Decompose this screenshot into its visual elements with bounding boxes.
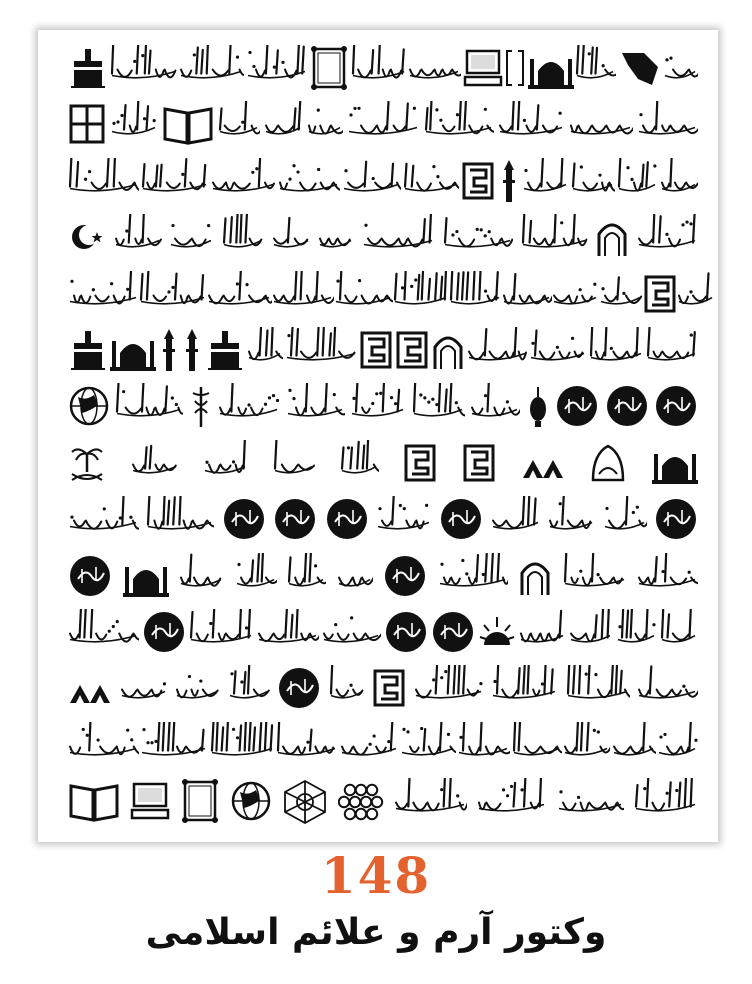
calligraphy-icon	[131, 440, 179, 486]
kufic-square-icon	[462, 440, 496, 486]
calligraphy-icon	[408, 45, 461, 91]
calligraphy-icon	[412, 383, 465, 429]
kaaba-icon	[68, 327, 108, 373]
medallion-icon	[439, 496, 483, 542]
calligraphy-icon	[438, 553, 508, 599]
calligraphy-icon	[278, 158, 340, 204]
caduceus-icon	[189, 383, 213, 429]
calligraphy-icon	[246, 45, 308, 91]
calligraphy-icon	[307, 101, 343, 147]
calligraphy-icon	[637, 101, 698, 147]
calligraphy-icon	[557, 778, 624, 824]
medallion-icon	[431, 609, 475, 655]
calligraphy-icon	[110, 101, 158, 147]
calligraphy-icon	[457, 722, 510, 768]
calligraphy-icon	[115, 383, 183, 429]
dome-calligraphy-icon	[589, 440, 627, 486]
calligraphy-icon	[512, 722, 562, 768]
calligraphy-icon	[228, 665, 270, 711]
calligraphy-icon	[491, 496, 541, 542]
icon-row	[68, 153, 698, 209]
calligraphy-icon	[347, 101, 420, 147]
kaaba-icon	[68, 45, 108, 91]
calligraphy-icon	[362, 214, 435, 260]
calligraphy-icon	[646, 327, 698, 373]
calligraphy-icon	[637, 665, 698, 711]
calligraphy-icon	[329, 665, 365, 711]
calligraphy-icon	[272, 214, 311, 260]
ornament-icon	[68, 665, 112, 711]
calligraphy-icon	[272, 271, 334, 317]
book-icon	[162, 101, 214, 147]
calligraphy-icon	[616, 609, 657, 655]
calligraphy-icon	[394, 778, 467, 824]
medallion-icon	[68, 553, 112, 599]
mosque-icon	[528, 45, 574, 91]
poster-caption: وکتور آرم و علائم اسلامی	[145, 912, 607, 953]
calligraphy-icon	[563, 553, 627, 599]
calligraphy-icon	[218, 383, 280, 429]
medallion-icon	[654, 496, 698, 542]
calligraphy-icon	[235, 553, 277, 599]
calligraphy-icon	[660, 158, 698, 204]
calligraphy-icon	[552, 271, 599, 317]
calligraphy-icon	[141, 158, 209, 204]
calligraphy-icon	[529, 327, 587, 373]
calligraphy-icon	[218, 101, 260, 147]
calligraphy-icon	[569, 101, 633, 147]
calligraphy-icon	[467, 327, 528, 373]
calligraphy-icon	[522, 158, 569, 204]
medallion-icon	[277, 665, 321, 711]
calligraphy-icon	[318, 214, 354, 260]
calligraphy-icon	[189, 609, 254, 655]
book-icon	[68, 778, 120, 824]
kufic-square-icon	[643, 271, 677, 317]
kufic-square-icon	[461, 158, 495, 204]
calligraphy-icon	[575, 45, 616, 91]
mosque-icon	[652, 440, 698, 486]
hexagon-pattern-icon	[338, 778, 384, 824]
icon-row	[68, 548, 698, 604]
calligraphy-icon	[599, 271, 643, 317]
calligraphy-icon	[276, 722, 338, 768]
calligraphy-icon	[68, 271, 139, 317]
kufic-square-icon	[403, 440, 437, 486]
calligraphy-icon	[337, 553, 373, 599]
calligraphy-icon	[287, 553, 326, 599]
calligraphy-icon	[222, 214, 264, 260]
medallion-icon	[654, 383, 698, 429]
calligraphy-icon	[424, 101, 494, 147]
calligraphy-icon	[403, 158, 459, 204]
icon-row	[68, 266, 698, 322]
calligraphy-icon	[603, 496, 647, 542]
crescent-star-icon	[68, 214, 106, 260]
calligraphy-icon	[120, 665, 168, 711]
icon-row	[68, 435, 698, 491]
icon-row	[68, 491, 698, 547]
calligraphy-icon	[571, 158, 615, 204]
icon-row	[68, 660, 698, 716]
calligraphy-icon	[637, 214, 698, 260]
calligraphy-icon	[376, 496, 432, 542]
calligraphy-icon	[175, 665, 220, 711]
calligraphy-icon	[322, 609, 381, 655]
calligraphy-icon	[207, 271, 272, 317]
mosque-arch-icon	[431, 327, 465, 373]
computer-icon	[130, 778, 170, 824]
calligraphy-icon	[334, 271, 393, 317]
icon-row	[68, 717, 698, 773]
calligraphy-icon	[470, 383, 520, 429]
calligraphy-icon	[634, 778, 698, 824]
calligraphy-icon	[521, 214, 588, 260]
calligraphy-icon	[110, 45, 178, 91]
medallion-icon	[325, 496, 369, 542]
medallion-icon	[222, 496, 266, 542]
calligraphy-icon	[393, 271, 449, 317]
icon-row	[68, 40, 698, 96]
minaret-icon	[158, 327, 180, 373]
calligraphy-icon	[210, 722, 275, 768]
calligraphy-icon	[477, 778, 547, 824]
icon-count: 148	[320, 846, 432, 905]
kufic-square-icon	[372, 665, 406, 711]
calligraphy-icon	[657, 722, 698, 768]
ornamental-frame-icon	[309, 45, 349, 91]
calligraphy-icon	[612, 722, 656, 768]
calligraphy-icon	[566, 665, 630, 711]
sunrise-icon	[478, 609, 516, 655]
calligraphy-icon	[146, 496, 214, 542]
icon-row	[68, 96, 698, 152]
calligraphy-icon	[264, 101, 303, 147]
calligraphy-icon	[68, 609, 139, 655]
calligraphy-icon	[342, 158, 401, 204]
palm-swords-icon	[68, 440, 106, 486]
calligraphy-icon	[203, 440, 248, 486]
medallion-icon	[383, 553, 427, 599]
calligraphy-icon	[563, 722, 610, 768]
kufic-square-icon	[395, 327, 429, 373]
calligraphy-icon	[350, 383, 406, 429]
geometric-pattern-icon	[282, 778, 328, 824]
calligraphy-icon	[617, 158, 658, 204]
calligraphy-icon	[589, 327, 644, 373]
calligraphy-icon	[548, 496, 595, 542]
calligraphy-icon	[637, 553, 698, 599]
window-icon	[68, 101, 106, 147]
calligraphy-icon	[68, 496, 139, 542]
mosque-arch-icon	[518, 553, 552, 599]
calligraphy-icon	[273, 440, 315, 486]
calligraphy-icon	[179, 45, 244, 91]
lantern-icon	[526, 383, 550, 429]
icon-row	[68, 209, 698, 265]
icon-row	[68, 604, 698, 660]
calligraphy-icon	[340, 440, 379, 486]
icon-sheet	[38, 30, 718, 842]
icon-row	[68, 322, 698, 378]
calligraphy-icon	[139, 271, 207, 317]
ornament-icon	[521, 440, 565, 486]
calligraphy-icon	[414, 665, 484, 711]
calligraphy-icon	[114, 214, 162, 260]
icon-row	[68, 378, 698, 434]
calligraphy-icon	[351, 45, 407, 91]
calligraphy-icon	[660, 609, 698, 655]
minaret-icon	[181, 327, 203, 373]
medallion-icon	[605, 383, 649, 429]
calligraphy-icon	[569, 609, 613, 655]
medallion-icon	[555, 383, 599, 429]
globe-icon	[68, 383, 110, 429]
globe-icon	[230, 778, 272, 824]
calligraphy-icon	[491, 665, 558, 711]
calligraphy-icon	[140, 722, 208, 768]
calligraphy-icon	[179, 553, 224, 599]
medallion-icon	[273, 496, 317, 542]
calligraphy-icon	[449, 271, 502, 317]
minaret-icon	[498, 158, 520, 204]
calligraphy-icon	[247, 327, 283, 373]
calligraphy-icon	[502, 271, 552, 317]
calligraphy-icon	[677, 271, 715, 317]
calligraphy-icon	[400, 722, 456, 768]
calligraphy-icon	[286, 383, 345, 429]
mosque-icon	[123, 553, 169, 599]
calligraphy-icon	[68, 158, 139, 204]
calligraphy-icon	[443, 214, 513, 260]
calligraphy-icon	[498, 101, 565, 147]
calligraphy-icon	[285, 327, 358, 373]
calligraphy-icon	[519, 609, 566, 655]
icon-grid	[38, 30, 718, 842]
ornamental-frame-icon	[180, 778, 220, 824]
mosque-icon	[110, 327, 156, 373]
calligraphy-icon	[68, 722, 139, 768]
calligraphy-icon	[663, 45, 698, 91]
bracket-icon	[504, 45, 526, 91]
map-icon	[618, 45, 662, 91]
medallion-icon	[142, 609, 186, 655]
kaaba-icon	[205, 327, 245, 373]
icon-row	[68, 773, 698, 829]
calligraphy-icon	[211, 158, 276, 204]
medallion-icon	[384, 609, 428, 655]
kufic-square-icon	[359, 327, 393, 373]
calligraphy-icon	[169, 214, 214, 260]
calligraphy-icon	[340, 722, 399, 768]
computer-icon	[463, 45, 503, 91]
calligraphy-icon	[257, 609, 319, 655]
mosque-arch-icon	[595, 214, 629, 260]
